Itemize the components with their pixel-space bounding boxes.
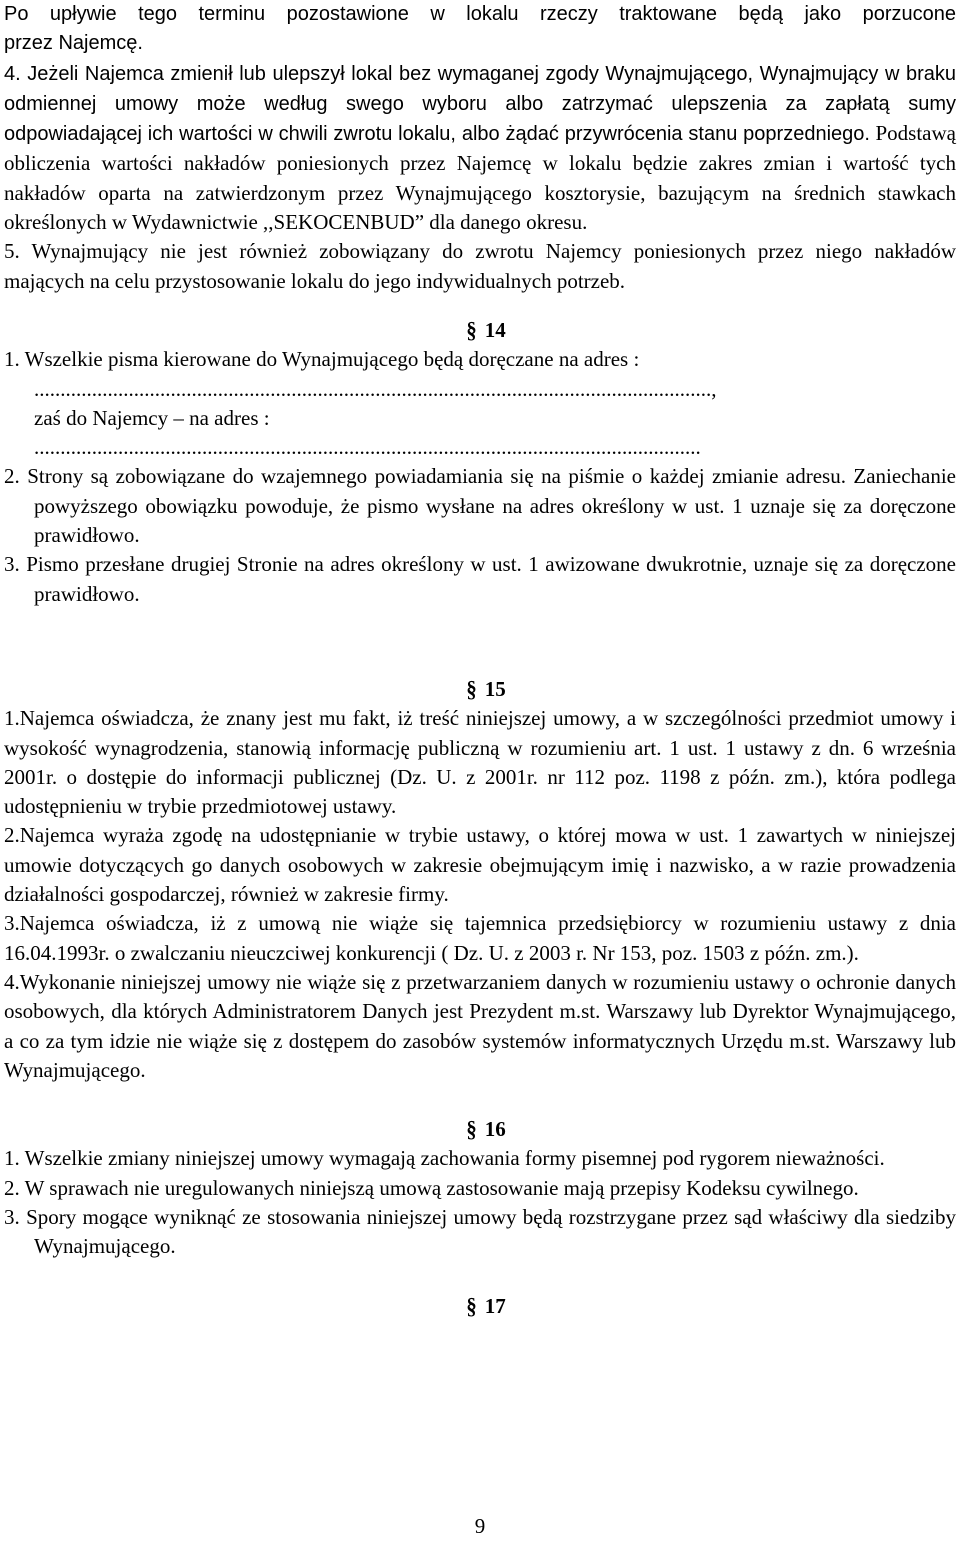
- section-symbol: §: [466, 316, 477, 344]
- section-heading-14: [4, 316, 956, 345]
- section-symbol: §: [466, 1115, 477, 1143]
- section-symbol: §: [466, 675, 477, 703]
- address-dots-line: ...............................................................................................................................: [34, 435, 701, 460]
- address-dots-line: .................................................................................................................................,: [34, 376, 717, 401]
- section-heading-15: [4, 675, 956, 704]
- spacer: [4, 296, 956, 316]
- paragraph-text: przez Najemcę.: [4, 32, 143, 55]
- section-heading-16: [4, 1115, 956, 1144]
- clause-16-3: 3. Spory mogące wyniknąć ze stosowania niniejszej umowy będą rozstrzygane przez sąd właściwy dla siedziby Wynajmującego.: [4, 1204, 956, 1259]
- section-number: 17: [484, 1293, 506, 1318]
- clause-14-2: 2. Strony są zobowiązane do wzajemnego powiadamiania się na piśmie o każdej zmianie adresu. Zaniechanie powyższego obowiązku powoduje, że pismo wysłane na adres określony w ust. 1 uznaje się za doręczone prawidłowo.: [4, 464, 956, 548]
- clause-5: 5. Wynajmujący nie jest również zobowiązany do zwrotu Najemcy poniesionych przez niego nakładów mających na celu przystosowanie lokalu do jego indywidualnych potrzeb.: [4, 239, 956, 293]
- clause-15-1: 1.Najemca oświadcza, że znany jest mu fakt, iż treść niniejszej umowy, a w szczególności przedmiot umowy i wysokość wynagrodzenia, stanowią informację publiczną w rozumieniu art. 1 ust. 1 ustawy z dn. 6 września 2001r. o dostępie do informacji publicznej (Dz. U. z 2001r. nr 112 poz. 1198 z późn. zm.), która podlega udostępnieniu w trybie przedmiotowej ustawy.: [4, 706, 956, 819]
- spacer: [4, 1262, 956, 1292]
- clause-4-part-2: Podstawą obliczenia wartości nakładów poniesionych przez Najemcę w lokalu będzie zakres zmian i wartość tych nakładów oparta na zatwierdzonym przez Wynajmującego kosztorysie, bazującym na średnich stawkach określonych w Wydawnictwie ,,SEKOCENBUD” dla danego okresu.: [4, 121, 956, 235]
- paragraph-text: Po upływie tego terminu pozostawione w lokalu rzeczy traktowane będą jako porzucone: [4, 3, 956, 25]
- clause-14-1: 1. Wszelkie pisma kierowane do Wynajmującego będą doręczane na adres :: [4, 347, 640, 372]
- clause-15-4: 4.Wykonanie niniejszej umowy nie wiąże się z przetwarzaniem danych w rozumieniu ustawy o ochronie danych osobowych, dla których Administratorem Danych jest Prezydent m.st. Warszawy lub Dyrektor Wynajmującego, a co za tym idzie nie wiąże się z dostępem do zasobów systemów informatycznych Urzędu m.st. Warszawy lub Wynajmującego.: [4, 969, 956, 1082]
- document-page: [4, 0, 956, 1321]
- section-heading-17: [4, 1292, 956, 1321]
- clause-16-1: 1. Wszelkie zmiany niniejszej umowy wymagają zachowania formy pisemnej pod rygorem nieważności.: [4, 1146, 885, 1171]
- section-number: 15: [484, 676, 506, 701]
- spacer: [4, 1085, 956, 1115]
- section-symbol: §: [466, 1292, 477, 1319]
- clause-4: [4, 59, 956, 238]
- tenant-address-label: zaś do Najemcy – na adres :: [34, 405, 270, 430]
- section-number: 16: [484, 1117, 506, 1142]
- section-number: 14: [484, 317, 506, 342]
- page-number: 9: [474, 1514, 486, 1538]
- spacer: [4, 609, 956, 675]
- clause-14-3: 3. Pismo przesłane drugiej Stronie na adres określony w ust. 1 awizowane dwukrotnie, uznaje się za doręczone prawidłowo.: [4, 552, 956, 606]
- clause-15-3: 3.Najemca oświadcza, iż z umową nie wiąże się tajemnica przedsiębiorcy w rozumieniu ustawy z dnia 16.04.1993r. o zwalczaniu nieuczciwej konkurencji ( Dz. U. z 2003 r. Nr 153, poz. 1503 z późn. zm.).: [4, 911, 956, 965]
- clause-15-2: 2.Najemca wyraża zgodę na udostępnianie w trybie ustawy, o której mowa w ust. 1 zawartych w niniejszej umowie dotyczących go danych osobowych w zakresie obejmującym imię i nazwisko, a w razie prowadzenia działalności gospodarczej, również w zakresie firmy.: [4, 823, 956, 907]
- clause-16-2: 2. W sprawach nie uregulowanych niniejszą umową zastosowanie mają przepisy Kodeksu cywilnego.: [4, 1175, 859, 1200]
- clause-4-part-1: 4. Jeżeli Najemca zmienił lub ulepszył lokal bez wymaganej zgody Wynajmującego, Wynajmujący w braku odmiennej umowy może według swego wyboru albo zatrzymać ulepszenia za zapłatą sumy odpowiadającej ich wartości w chwili zwrotu lokalu, albo żądać przywrócenia stanu poprzedniego.: [4, 62, 956, 146]
